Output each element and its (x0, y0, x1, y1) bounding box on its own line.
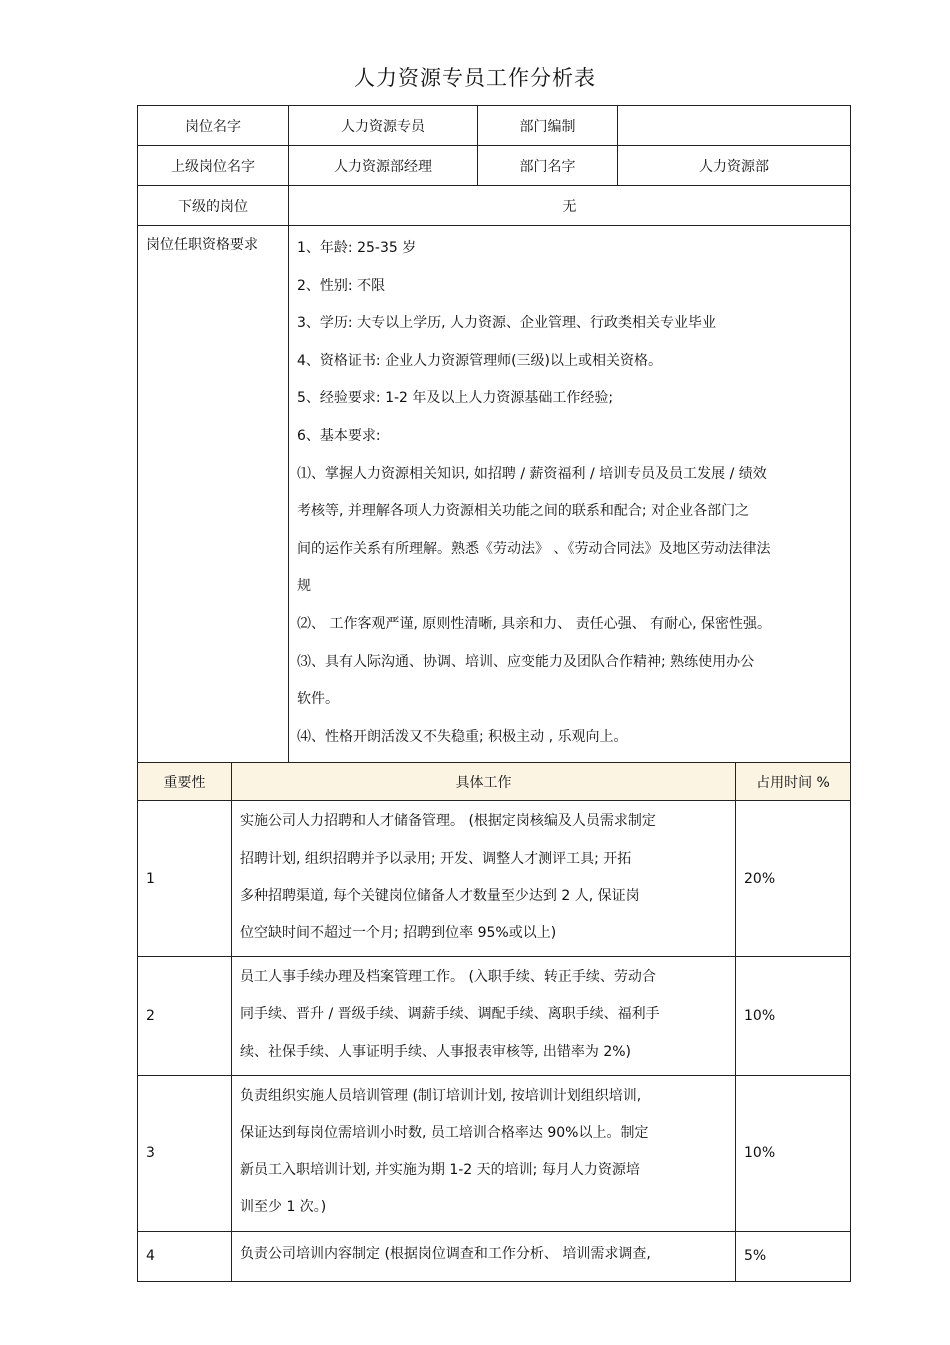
task-content (232, 1231, 736, 1281)
task-importance: 1 (138, 801, 232, 957)
task-time: 20% (736, 801, 851, 957)
requirement-line: 间的运作关系有所理解。熟悉《劳动法》 、《劳动合同法》及地区劳动法律法 (297, 540, 771, 557)
task-line: 实施公司人力招聘和人才储备管理。 (根据定岗核编及人员需求制定 (240, 813, 656, 830)
requirements-list (289, 226, 851, 763)
table-row (138, 1075, 851, 1231)
content-header: 具体工作 (232, 763, 736, 801)
time-header: 占用时间 % (736, 763, 851, 801)
task-importance: 2 (138, 957, 232, 1076)
requirement-line: 2、性别: 不限 (297, 277, 386, 294)
requirement-line: 考核等, 并理解各项人力资源相关功能之间的联系和配合; 对企业各部门之 (297, 503, 750, 520)
row-position (138, 106, 851, 146)
position-label: 岗位名字 (138, 106, 289, 146)
task-line: 员工人事手续办理及档案管理工作。 (入职手续、转正手续、劳动合 (240, 969, 656, 986)
task-line: 负责公司培训内容制定 (根据岗位调查和工作分析、 培训需求调查, (240, 1246, 651, 1263)
task-importance: 4 (138, 1231, 232, 1281)
requirement-line: 规 (297, 578, 311, 595)
subordinate-value: 无 (289, 186, 851, 226)
task-content (232, 957, 736, 1076)
task-line: 保证达到每岗位需培训小时数, 员工培训合格率达 90%以上。制定 (240, 1124, 649, 1141)
task-line: 负责组织实施人员培训管理 (制订培训计划, 按培训计划组织培训, (240, 1087, 642, 1104)
task-line: 位空缺时间不超过一个月; 招聘到位率 95%或以上) (240, 924, 557, 941)
requirement-line: 6、基本要求: (297, 427, 381, 444)
row-requirements (138, 226, 851, 763)
row-superior (138, 146, 851, 186)
position-value: 人力资源专员 (289, 106, 478, 146)
requirement-line: 4、资格证书: 企业人力资源管理师(三级)以上或相关资格。 (297, 352, 662, 369)
requirements-label: 岗位任职资格要求 (138, 226, 289, 763)
superior-label: 上级岗位名字 (138, 146, 289, 186)
task-time: 10% (736, 1075, 851, 1231)
requirement-line: 软件。 (297, 691, 339, 708)
task-line: 多种招聘渠道, 每个关键岗位储备人才数量至少达到 2 人, 保证岗 (240, 887, 640, 904)
task-line: 续、社保手续、人事证明手续、人事报表审核等, 出错率为 2%) (240, 1043, 632, 1060)
dept-quota-value (618, 106, 851, 146)
dept-name-value: 人力资源部 (618, 146, 851, 186)
dept-name-label: 部门名字 (478, 146, 618, 186)
row-subordinate (138, 186, 851, 226)
table-row (138, 801, 851, 957)
dept-quota-label: 部门编制 (478, 106, 618, 146)
requirement-line: ⑴、掌握人力资源相关知识, 如招聘 / 薪资福利 / 培训专员及员工发展 / 绩效 (297, 465, 767, 482)
page-title: 人力资源专员工作分析表 (354, 66, 596, 90)
task-line: 新员工入职培训计划, 并实施为期 1-2 天的培训; 每月人力资源培 (240, 1162, 640, 1179)
requirement-line: ⑶、具有人际沟通、协调、培训、应变能力及团队合作精神; 熟练使用办公 (297, 653, 755, 670)
requirement-line: ⑷、性格开朗活泼又不失稳重; 积极主动 , 乐观向上。 (297, 728, 628, 745)
task-time: 5% (736, 1231, 851, 1281)
task-content (232, 1075, 736, 1231)
table-row (138, 1231, 851, 1281)
task-line: 招聘计划, 组织招聘并予以录用; 开发、调整人才测评工具; 开拓 (240, 850, 632, 867)
table-row (138, 957, 851, 1076)
work-header-row (138, 763, 851, 801)
requirement-line: 1、年龄: 25-35 岁 (297, 240, 417, 256)
job-analysis-table (137, 105, 851, 1282)
requirement-line: ⑵、 工作客观严谨, 原则性清晰, 具亲和力、 责任心强、 有耐心, 保密性强。 (297, 615, 772, 632)
task-importance: 3 (138, 1075, 232, 1231)
subordinate-label: 下级的岗位 (138, 186, 289, 226)
task-line: 训至少 1 次。) (240, 1199, 327, 1216)
task-time: 10% (736, 957, 851, 1076)
requirement-line: 5、经验要求: 1-2 年及以上人力资源基础工作经验; (297, 390, 614, 407)
importance-header: 重要性 (138, 763, 232, 801)
superior-value: 人力资源部经理 (289, 146, 478, 186)
task-line: 同手续、晋升 / 晋级手续、调薪手续、调配手续、离职手续、福利手 (240, 1006, 660, 1023)
task-content (232, 801, 736, 957)
requirement-line: 3、学历: 大专以上学历, 人力资源、企业管理、行政类相关专业毕业 (297, 315, 716, 332)
